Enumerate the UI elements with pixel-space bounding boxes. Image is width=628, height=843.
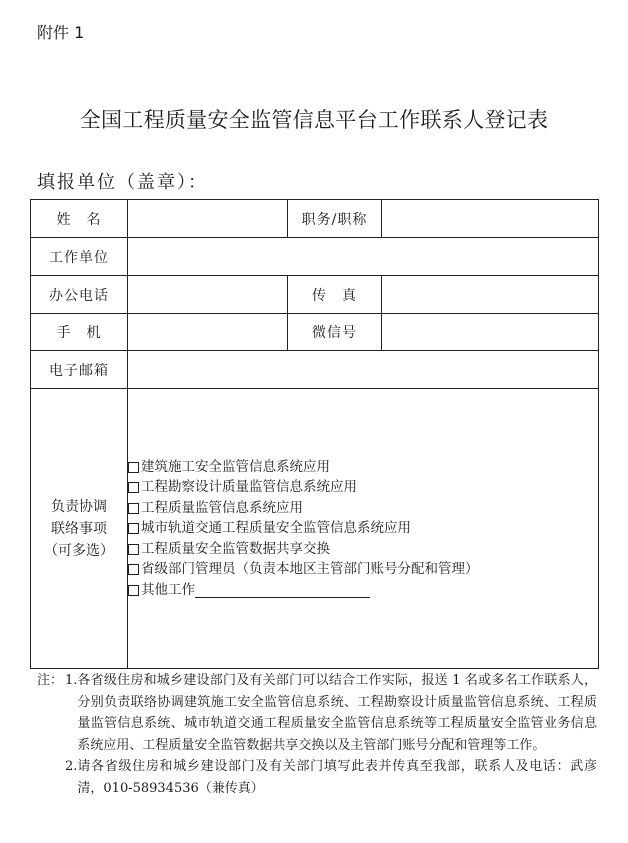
option-survey-design[interactable] [128,477,598,498]
position-label: 职务/职称 [288,200,382,238]
office-phone-field[interactable] [128,276,288,314]
row-email [31,351,599,389]
checkbox-icon[interactable] [128,503,139,514]
option-label: 其他工作 [141,581,195,598]
note-1 [37,670,597,756]
option-label: 建筑施工安全监管信息系统应用 [141,458,330,475]
row-work-unit [31,238,599,276]
row-name [31,200,599,238]
duty-label-line: 联络事项 [51,520,107,537]
option-label: 工程质量安全监管数据共享交换 [141,540,330,557]
notes-prefix: 注： [37,673,64,688]
mobile-field[interactable] [128,314,288,351]
position-field[interactable] [382,200,599,238]
checkbox-icon[interactable] [128,482,139,493]
option-quality-supervision[interactable] [128,498,598,519]
option-data-sharing[interactable] [128,539,598,560]
email-label: 电子邮箱 [31,351,128,389]
option-label: 城市轨道交通工程质量安全监管信息系统应用 [141,520,411,537]
option-label: 工程质量监管信息系统应用 [141,499,303,516]
note-text: 请各省级住房和城乡建设部门及有关部门填写此表并传真至我部，联系人及电话：武彦清，010-58934536（兼传真） [77,759,597,796]
fax-field[interactable] [382,276,599,314]
option-label: 省级部门管理员（负责本地区主管部门账号分配和管理） [141,561,479,578]
email-field[interactable] [128,351,599,389]
fill-unit-label: 填报单位（盖章）： [37,172,208,193]
work-unit-field[interactable] [128,238,599,276]
duty-label-line: （可多选） [44,542,114,559]
attachment-label: 附件 1 [37,23,85,42]
other-work-blank[interactable] [195,583,370,598]
note-text: 各省级住房和城乡建设部门及有关部门可以结合工作实际，报送 1 名或多名工作联系人，分别负责联络协调建筑施工安全监管信息系统、工程勘察设计质量监管信息系统、工程质量监管信息系统、城市轨道交通工程质量安全监管信息系统等工程质量安全监管业务信息系统应用、工程质量安全监管数据共享交换以及主管部门账号分配和管理等工作。 [77,673,597,753]
note-number: 1. [65,673,78,688]
row-duties [31,389,599,669]
note-2 [37,756,597,799]
checkbox-icon[interactable] [128,564,139,575]
option-label: 工程勘察设计质量监管信息系统应用 [141,479,357,496]
wechat-label: 微信号 [288,314,382,351]
name-field[interactable] [128,200,288,238]
option-rail-transit[interactable] [128,518,598,539]
option-other-work[interactable] [128,580,598,601]
row-office-phone [31,276,599,314]
option-construction-safety[interactable] [128,457,598,478]
registration-table [30,199,599,669]
duty-label [31,389,128,669]
checkbox-icon[interactable] [128,523,139,534]
note-number: 2. [65,759,78,774]
mobile-label: 手 机 [31,314,128,351]
checkbox-icon[interactable] [128,585,139,596]
checkbox-icon[interactable] [128,544,139,555]
checkbox-icon[interactable] [128,462,139,473]
wechat-field[interactable] [382,314,599,351]
duty-label-line: 负责协调 [51,498,107,515]
page-title: 全国工程质量安全监管信息平台工作联系人登记表 [79,108,549,132]
name-label: 姓 名 [31,200,128,238]
work-unit-label: 工作单位 [31,238,128,276]
duty-options [128,389,599,669]
office-phone-label: 办公电话 [31,276,128,314]
option-provincial-admin[interactable] [128,559,598,580]
row-mobile [31,314,599,351]
fax-label: 传 真 [288,276,382,314]
notes [37,670,597,799]
